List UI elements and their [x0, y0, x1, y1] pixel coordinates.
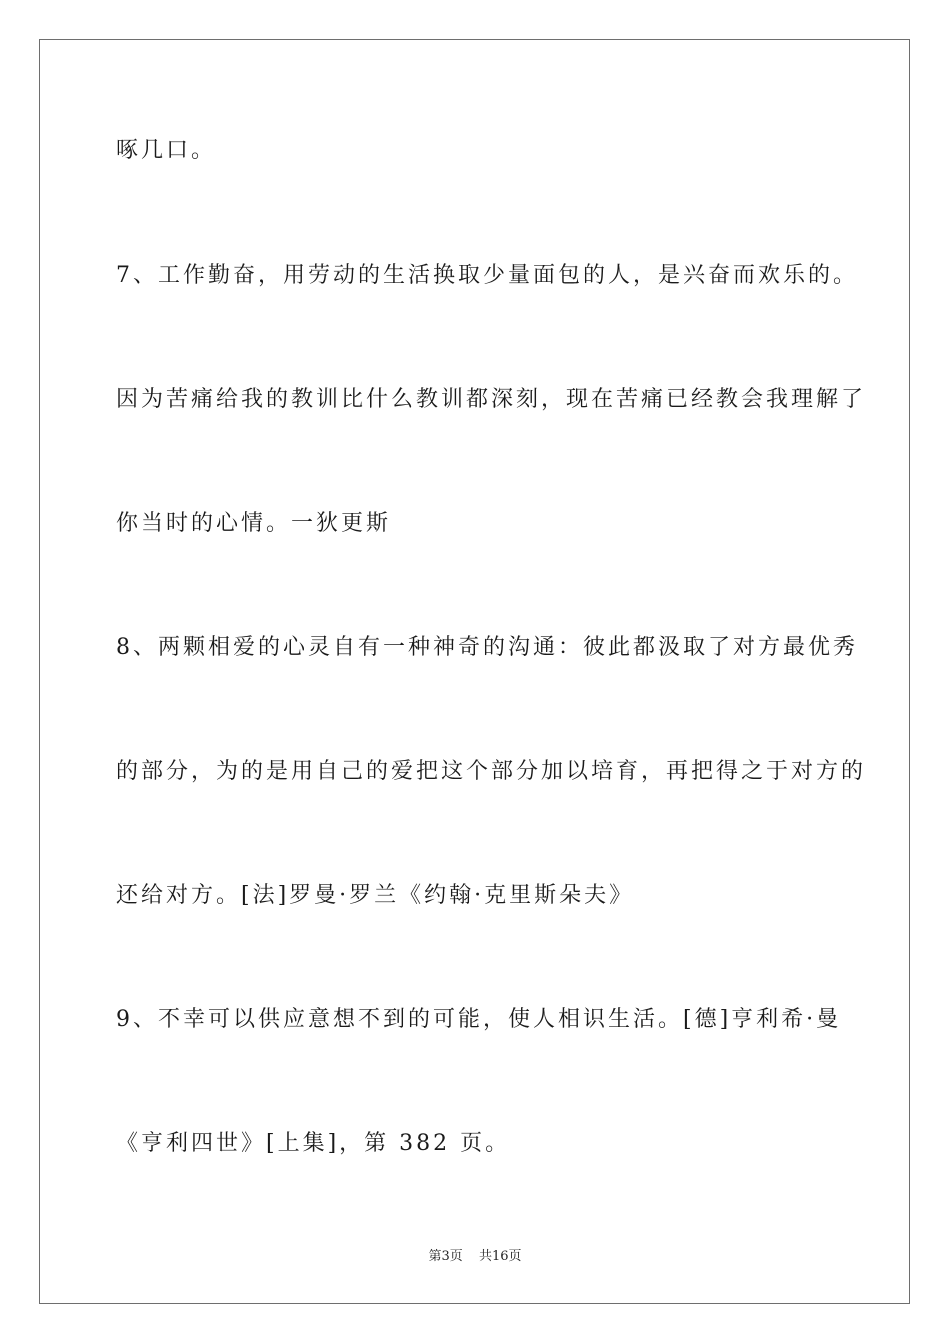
text-line-4: 你当时的心情。一狄更斯: [116, 511, 392, 536]
text-line-3: 因为苦痛给我的教训比什么教训都深刻，现在苦痛已经教会我理解了: [116, 387, 867, 412]
text-line-1: 啄几口。: [116, 138, 217, 163]
total-pages-label: 共16页: [478, 1249, 522, 1264]
page-border: [39, 39, 910, 1304]
text-line-7: 还给对方。[法]罗曼·罗兰《约翰·克里斯朵夫》: [116, 883, 635, 908]
text-line-9: 《亨利四世》[上集]，第 382 页。: [116, 1131, 511, 1156]
text-line-5: 8、两颗相爱的心灵自有一种神奇的沟通：彼此都汲取了对方最优秀: [116, 635, 858, 660]
text-line-8: 9、不幸可以供应意想不到的可能，使人相识生活。[德]亨利希·曼: [116, 1007, 842, 1032]
current-page-label: 第3页: [428, 1249, 463, 1264]
page-footer: [0, 1248, 950, 1266]
text-line-2: 7、工作勤奋，用劳动的生活换取少量面包的人，是兴奋而欢乐的。: [116, 263, 858, 288]
text-line-6: 的部分，为的是用自己的爱把这个部分加以培育，再把得之于对方的: [116, 759, 867, 784]
